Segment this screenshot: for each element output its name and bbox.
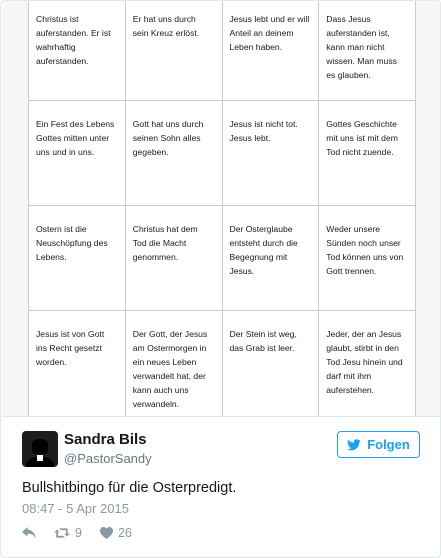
- bingo-grid: [28, 1, 416, 417]
- bingo-row: [29, 311, 416, 418]
- bingo-cell: Jeder, der an Jesus glaubt, stirbt in den Tod Jesu hinein und darf mit ihm auferstehen.: [319, 311, 416, 418]
- bingo-cell: Weder unsere Sünden noch unser Tod können uns von Gott trennen.: [319, 206, 416, 311]
- bingo-cell: Christus ist auferstanden. Er ist wahrhaftig auferstanden.: [29, 1, 126, 101]
- bingo-row: [29, 206, 416, 311]
- bingo-cell: Ein Fest des Lebens Gottes mitten unter uns und in uns.: [29, 101, 126, 206]
- tweet-actions: [22, 523, 150, 543]
- avatar-collar-shape: [37, 455, 43, 461]
- retweet-icon: [54, 527, 70, 539]
- bingo-cell: Jesus ist von Gott ins Recht gesetzt worden.: [29, 311, 126, 418]
- retweet-count: 9: [75, 526, 82, 540]
- avatar[interactable]: [22, 431, 58, 467]
- bingo-row: [29, 1, 416, 101]
- tweet-timestamp[interactable]: 08:47 - 5 Apr 2015: [22, 501, 129, 516]
- bingo-row: [29, 101, 416, 206]
- like-count: 26: [117, 526, 132, 540]
- follow-button[interactable]: [337, 431, 420, 458]
- bingo-cell: Gott hat uns durch seinen Sohn alles gegeben.: [125, 101, 222, 206]
- heart-icon: [100, 527, 113, 539]
- bird-icon: [347, 439, 361, 451]
- bingo-cell: Christus hat dem Tod die Macht genommen.: [125, 206, 222, 311]
- bingo-cell: Der Gott, der Jesus am Ostermorgen in ein neues Leben verwandelt hat, der kann auch uns verwandeln.: [125, 311, 222, 418]
- follow-button-label: Folgen: [367, 437, 410, 452]
- tweet-image[interactable]: [2, 1, 441, 417]
- avatar-head-shape: [32, 439, 48, 454]
- reply-button[interactable]: [22, 527, 36, 539]
- author-handle[interactable]: @PastorSandy: [64, 451, 152, 466]
- bingo-cell: Der Osterglaube entsteht durch die Begegnung mit Jesus.: [222, 206, 319, 311]
- bingo-cell: Dass Jesus auferstanden ist, kann man nicht wissen. Man muss es glauben.: [319, 1, 416, 101]
- bingo-cell: Der Stein ist weg, das Grab ist leer.: [222, 311, 319, 418]
- bingo-cell: Jesus ist nicht tot. Jesus lebt.: [222, 101, 319, 206]
- author-display-name[interactable]: Sandra Bils: [64, 431, 147, 448]
- tweet-text: Bullshitbingo für die Osterpredigt.: [22, 480, 237, 496]
- reply-icon: [22, 527, 36, 539]
- bingo-cell: Er hat uns durch sein Kreuz erlöst.: [125, 1, 222, 101]
- bingo-cell: Ostern ist die Neuschöpfung des Lebens.: [29, 206, 126, 311]
- like-button[interactable]: [100, 526, 132, 540]
- bingo-cell: Gottes Geschichte mit uns ist mit dem Tod nicht zuende.: [319, 101, 416, 206]
- bingo-cell: Jesus lebt und er will Anteil an deinem Leben haben.: [222, 1, 319, 101]
- retweet-button[interactable]: [54, 526, 82, 540]
